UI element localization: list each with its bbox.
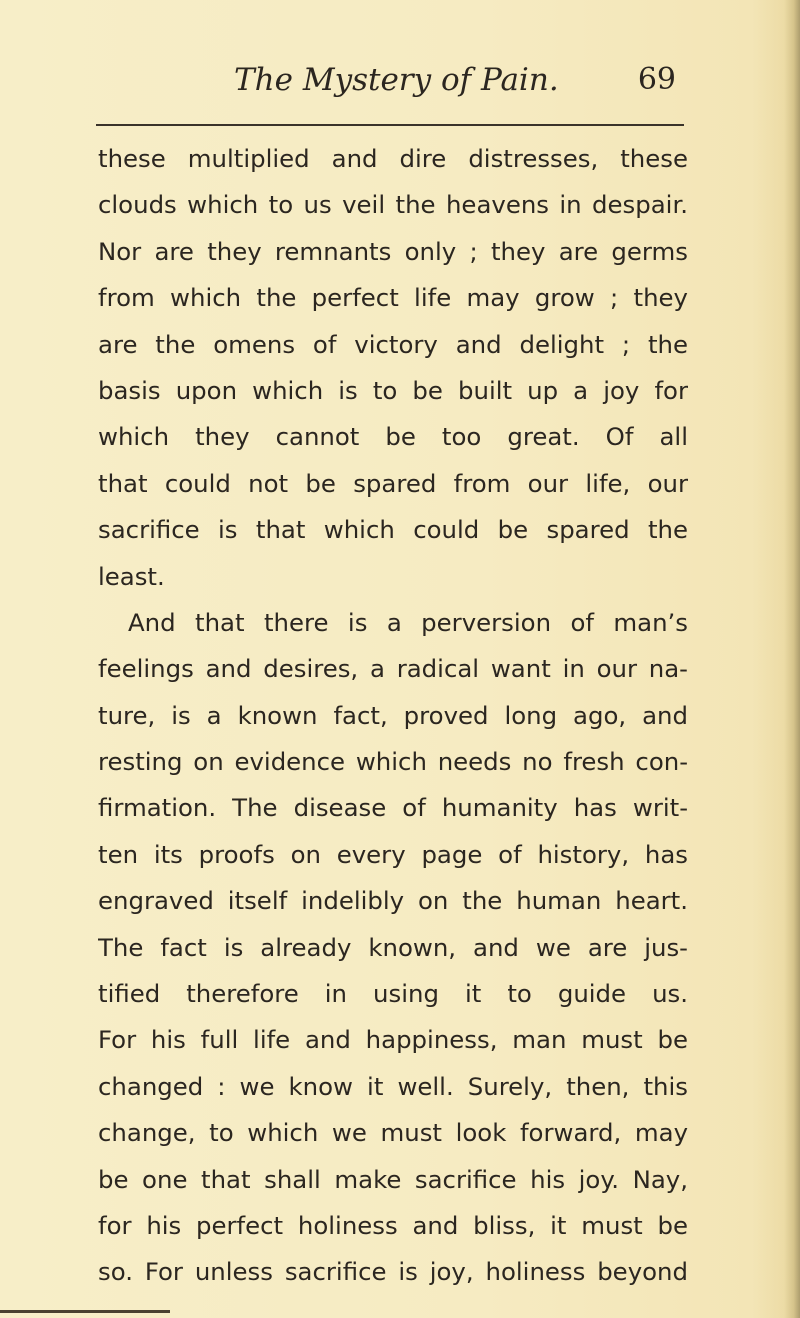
text-line: that could not be spared from our life, our (98, 468, 688, 498)
text-line: resting on evidence which needs no fresh con- (98, 747, 688, 777)
page-edge-shadow (784, 0, 800, 1318)
header-rule (96, 124, 684, 126)
scan-edge-mark (0, 1310, 170, 1313)
text-line: least. (98, 561, 165, 591)
text-line: be one that shall make sacrifice his joy. Nay, (98, 1164, 688, 1194)
text-line: from which the perfect life may grow ; they (98, 283, 688, 313)
text-line: which they cannot be too great. Of all (98, 422, 688, 452)
text-line: engraved itself indelibly on the human heart. (98, 886, 688, 916)
running-title: The Mystery of Pain. (234, 62, 559, 98)
text-line: change, to which we must look forward, may (98, 1118, 688, 1148)
text-line: firmation. The disease of humanity has writ- (98, 793, 688, 823)
text-line: basis upon which is to be built up a joy for (98, 375, 688, 405)
text-line: The fact is already known, and we are jus- (98, 932, 688, 962)
text-line: clouds which to us veil the heavens in despair. (98, 190, 688, 220)
page-header (96, 60, 684, 114)
text-line: these multiplied and dire distresses, these (98, 144, 688, 173)
text-line: For his full life and happiness, man must be (98, 1025, 688, 1055)
text-line: And that there is a perversion of man’s (128, 607, 688, 637)
text-line: sacrifice is that which could be spared the (98, 515, 688, 545)
page-number: 69 (637, 62, 676, 97)
text-line: changed : we know it well. Surely, then, this (98, 1071, 688, 1101)
text-line: for his perfect holiness and bliss, it must be (98, 1210, 688, 1240)
body-text (98, 136, 688, 1296)
text-line: Nor are they remnants only ; they are germs (98, 236, 688, 266)
text-line: ten its proofs on every page of history, has (98, 839, 688, 869)
text-line: ture, is a known fact, proved long ago, and (98, 700, 688, 730)
text-line: so. For unless sacrifice is joy, holiness beyond (98, 1257, 688, 1287)
text-line: tified therefore in using it to guide us. (98, 979, 688, 1009)
text-line: feelings and desires, a radical want in our na- (98, 654, 688, 684)
text-line: are the omens of victory and delight ; the (98, 329, 688, 359)
